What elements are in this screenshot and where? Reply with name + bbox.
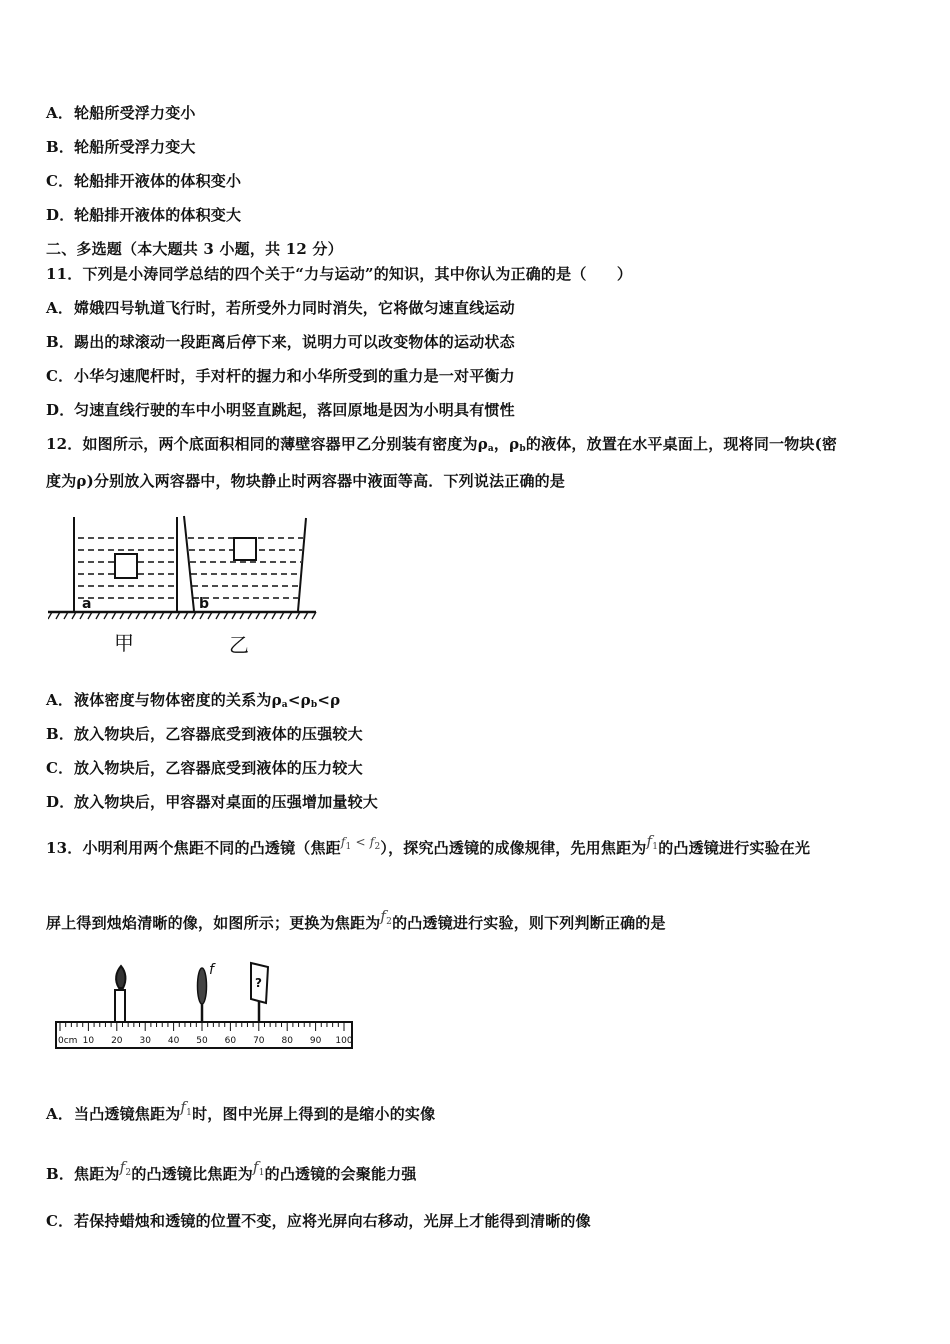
optical-bench-figure — [52, 958, 356, 1052]
block-in-jia — [115, 554, 137, 578]
ruler-tick-label: 90 — [309, 1036, 322, 1046]
q13-stem-line2: 屏上得到烛焰清晰的像，如图所示；更换为焦距为$f_2$的凸透镜进行实验，则下列判断正确的是 — [46, 907, 666, 932]
section-title: 二、多选题（本大题共 3 小题，共 12 分） — [46, 240, 343, 258]
q13-stem-line1: 13．小明利用两个焦距不同的凸透镜（焦距$f_1 < f_2$），探究凸透镜的成像规律，先用焦距为$f_1$的凸透镜进行实验在光 — [46, 832, 811, 857]
f2: $f_2$ — [119, 1158, 132, 1178]
label-jia: 甲 — [114, 631, 134, 655]
q13-option-c: C．若保持蜡烛和透镜的位置不变，应将光屏向右移动，光屏上才能得到清晰的像 — [46, 1212, 591, 1230]
q10-option-c: C．轮船排开液体的体积变小 — [46, 172, 242, 190]
mark-a: a — [82, 596, 92, 612]
q11-option-b: B．踢出的球滚动一段距离后停下来，说明力可以改变物体的运动状态 — [46, 333, 515, 351]
f1: $f_1$ — [180, 1098, 193, 1118]
ruler-tick-label: 10 — [82, 1036, 95, 1046]
ruler-tick-label: 0cm — [58, 1036, 78, 1046]
q11-option-a: A．嫦娥四号轨道飞行时，若所受外力同时消失，它将做匀速直线运动 — [46, 299, 515, 317]
f1: $f_1$ — [252, 1158, 265, 1178]
q10-option-d: D．轮船排开液体的体积变大 — [46, 206, 242, 224]
candle — [115, 966, 125, 1024]
q12-stem-line1: 12．如图所示，两个底面积相同的薄壁容器甲乙分别装有密度为$\rho_a$，$\rho_b$的液体，放置在水平桌面上，现将同一物块(密 — [46, 435, 838, 454]
f1-lt-f2: $f_1 < f_2$ — [340, 835, 381, 852]
q11-option-c: C．小华匀速爬杆时，手对杆的握力和小华所受到的重力是一对平衡力 — [46, 367, 515, 385]
q13-option-a: A．当凸透镜焦距为$f_1$时，图中光屏上得到的是缩小的实像 — [46, 1098, 436, 1123]
screen-label: ? — [255, 976, 262, 990]
ruler-tick-label: 20 — [111, 1036, 123, 1046]
f2: $f_2$ — [380, 907, 393, 927]
lens-label: f — [209, 962, 214, 978]
ruler-tick-label: 40 — [167, 1036, 180, 1046]
f1: $f_1$ — [646, 832, 659, 852]
q11-option-d: D．匀速直线行驶的车中小明竖直跳起，落回原地是因为小明具有惯性 — [46, 401, 515, 419]
ruler-tick-label: 60 — [224, 1036, 237, 1046]
rho-a: $\rho_a$ — [477, 435, 494, 454]
containers-figure — [48, 512, 320, 660]
q11-stem: 11．下列是小涛同学总结的四个关于“力与运动”的知识，其中你认为正确的是（ ） — [46, 265, 633, 283]
ruler-tick-label: 50 — [196, 1036, 208, 1046]
q12-stem-line2: 度为ρ)分别放入两容器中，物块静止时两容器中液面等高．下列说法正确的是 — [46, 472, 566, 490]
block-in-yi — [234, 538, 256, 560]
ruler-tick-label: 80 — [281, 1036, 293, 1046]
convex-lens — [198, 968, 207, 1024]
mark-b: b — [199, 596, 210, 612]
q12-option-d: D．放入物块后，甲容器对桌面的压强增加量较大 — [46, 793, 379, 811]
q10-option-b: B．轮船所受浮力变大 — [46, 138, 196, 156]
light-screen — [251, 963, 268, 1024]
ruler-tick-label: 100 — [335, 1036, 353, 1046]
rho-b: $\rho_b$ — [509, 435, 526, 454]
label-yi: 乙 — [229, 633, 249, 657]
ruler-tick-label: 30 — [139, 1036, 151, 1046]
q10-option-a: A．轮船所受浮力变小 — [46, 104, 196, 122]
q13-option-b: B．焦距为$f_2$的凸透镜比焦距为$f_1$的凸透镜的会聚能力强 — [46, 1158, 417, 1183]
ruler-tick-label: 70 — [253, 1036, 265, 1046]
q12-option-c: C．放入物块后，乙容器底受到液体的压力较大 — [46, 759, 363, 777]
q12-option-a: A．液体密度与物体密度的关系为$\rho_a<\rho_b<\rho$ — [46, 691, 341, 710]
q12-option-b: B．放入物块后，乙容器底受到液体的压强较大 — [46, 725, 363, 743]
